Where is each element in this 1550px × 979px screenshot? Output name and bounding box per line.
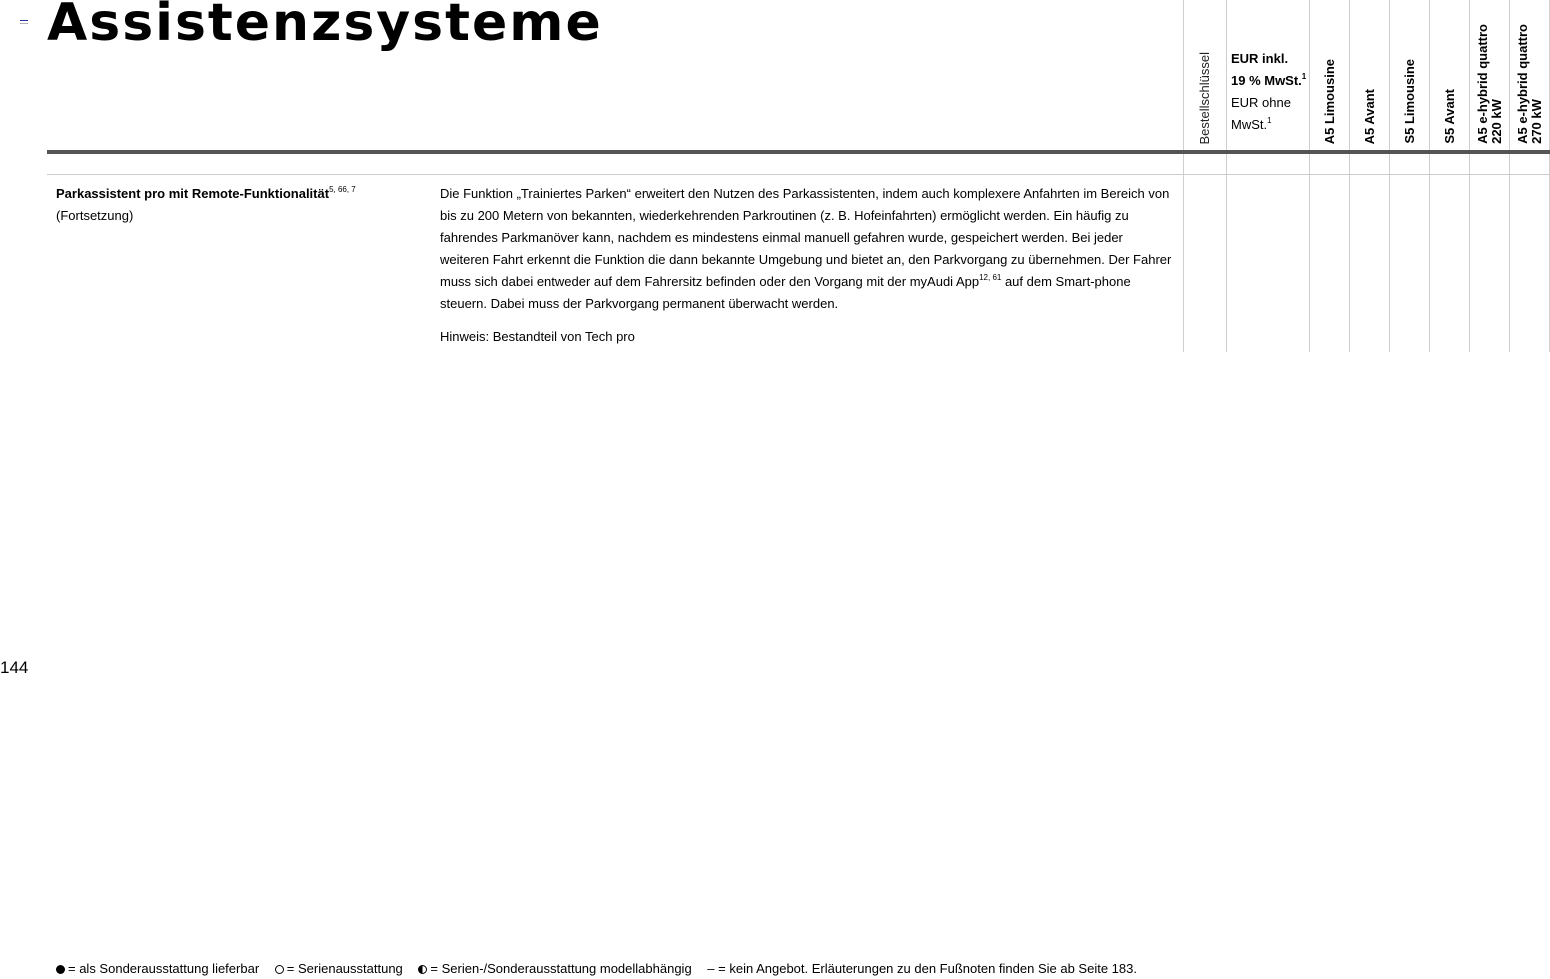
- legend: = als Sonderausstattung lieferbar = Serienausstattung = Serien-/Sonderausstattung modellabhängig – = kein Angebot. Erläuterungen zu den Fußnoten finden Sie ab Seite 183.: [56, 961, 1143, 976]
- feature-name-cell: [56, 183, 426, 227]
- page-number: 144: [0, 658, 29, 677]
- page-title: Assistenzsysteme: [47, 0, 603, 53]
- column-header-model: S5 Avant: [1441, 89, 1457, 144]
- feature-footnotes: 5, 66, 7: [329, 185, 356, 194]
- menu-icon[interactable]: [20, 20, 28, 27]
- column-header-model: S5 Limousine: [1401, 59, 1417, 144]
- feature-name: Parkassistent pro mit Remote-Funktionalität: [56, 186, 330, 201]
- column-header-price: EUR inkl. 19 % MwSt.$^1$ EUR ohne MwSt.$^1$: [1231, 51, 1307, 132]
- feature-note: Hinweis: Bestandteil von Tech pro: [440, 329, 635, 344]
- row-divider: [47, 174, 1550, 175]
- feature-description: Die Funktion „Trainiertes Parken“ erweitert den Nutzen des Parkassistenten, indem auch komplexere Anfahrten im Bereich von bis zu 200 Metern von bekannten, wiederkehrenden Parkroutinen (z. B. Hofeinfahrten) ermöglicht werden. Ein häufig zu fahrendes Parkmanöver kann, nachdem es mindestens einmal manuell gefahren wurde, gespeichert werden. Bei jeder weiteren Fahrt erkennt die Funktion die dann bekannte Umgebung und bietet an, den Parkvorgang zu übernehmen. Der Fahrer muss sich dabei entweder auf dem Fahrersitz befinden oder den Vorgang mit der myAudi App$^{12, 61}$ auf dem Smart-phone steuern. Dabei muss der Parkvorgang permanent überwacht werden. Hinweis: Bestandteil von Tech pro: [440, 183, 1172, 348]
- header-divider: [47, 150, 1550, 154]
- column-header-model: A5 e-hybrid quattro 270 kW: [1514, 24, 1544, 144]
- empty-circle-icon: [275, 965, 284, 974]
- column-header-model: A5 e-hybrid quattro 220 kW: [1474, 24, 1504, 144]
- column-header-model: A5 Avant: [1361, 88, 1377, 144]
- column-divider: [1226, 0, 1227, 352]
- column-header-model: A5 Limousine: [1321, 58, 1337, 144]
- feature-continuation: (Fortsetzung): [56, 208, 134, 223]
- filled-circle-icon: [56, 965, 65, 974]
- column-header-order-key: Bestellschlüssel: [1197, 51, 1212, 144]
- half-circle-icon: [418, 965, 427, 974]
